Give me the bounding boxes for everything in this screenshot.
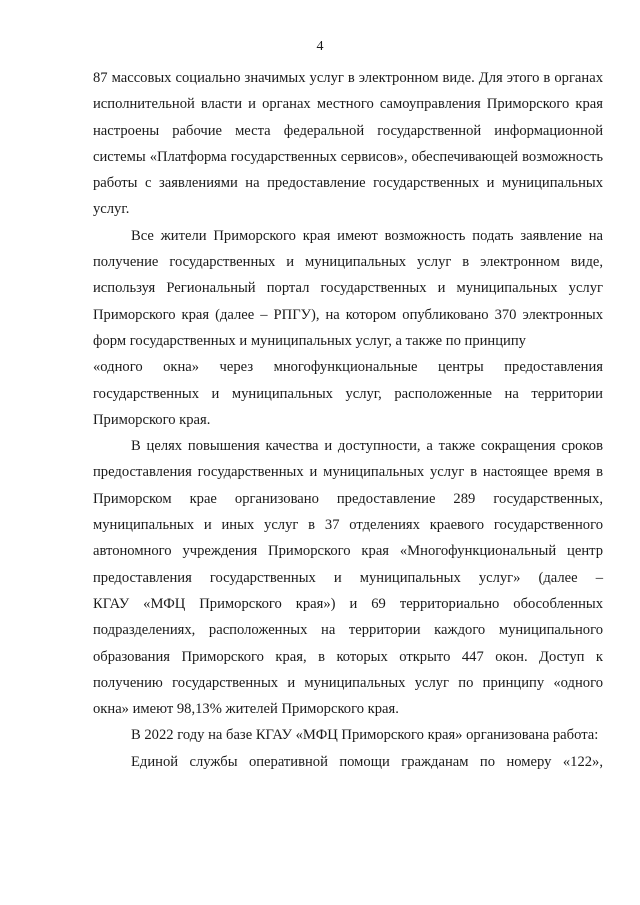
paragraph-rpgu-continued: «одного окна» через многофункциональные центры предоставления государственных и муниципальных услуг, расположенные на территории Приморского края. (93, 359, 603, 428)
document-body (93, 65, 603, 775)
paragraph-mfc-2022: В 2022 году на базе КГАУ «МФЦ Приморского края» организована работа: (131, 727, 599, 744)
paragraph-rpgu: Все жители Приморского края имеют возможность подать заявление на получение государственных и муниципальных услуг в электронном виде, используя Региональный портал государственных и муниципальных услуг Приморского края (далее – РПГУ), на котором опубликовано 370 электронных форм государственных и муниципальных услуг, а также по принципу (93, 227, 603, 349)
paragraph-mfc-departments-continued: КГАУ «МФЦ Приморского края») и 69 территориально обособленных подразделениях, расположенных на территории каждого муниципального образования Приморского края, в которых открыто 447 окон. Доступ к получению государственных и муниципальных услуг по принципу «одного окна» имеют 98,13% жителей Приморского края. (93, 595, 603, 718)
paragraph-platform: 87 массовых социально значимых услуг в электронном виде. Для этого в органах исполнительной власти и органах местного самоуправления Приморского края настроены рабочие места федеральной государственной информационной системы «Платформа государственных сервисов», обеспечивающей возможность работы с заявлениями на предоставление государственных и муниципальных услуг. (93, 70, 603, 218)
paragraph-mfc-departments: В целях повышения качества и доступности, а также сокращения сроков предоставления государственных и муниципальных услуг в настоящее время в Приморском крае организовано предоставление 289 государственных, муниципальных и иных услуг в 37 отделениях краевого государственного автономного учреждения Приморского края «Многофункциональный центр предоставления государственных и муниципальных услуг» (далее – (93, 438, 603, 586)
page-number: 4 (316, 39, 324, 54)
paragraph-helpline-122: Единой службы оперативной помощи гражданам по номеру «122», (131, 753, 603, 770)
